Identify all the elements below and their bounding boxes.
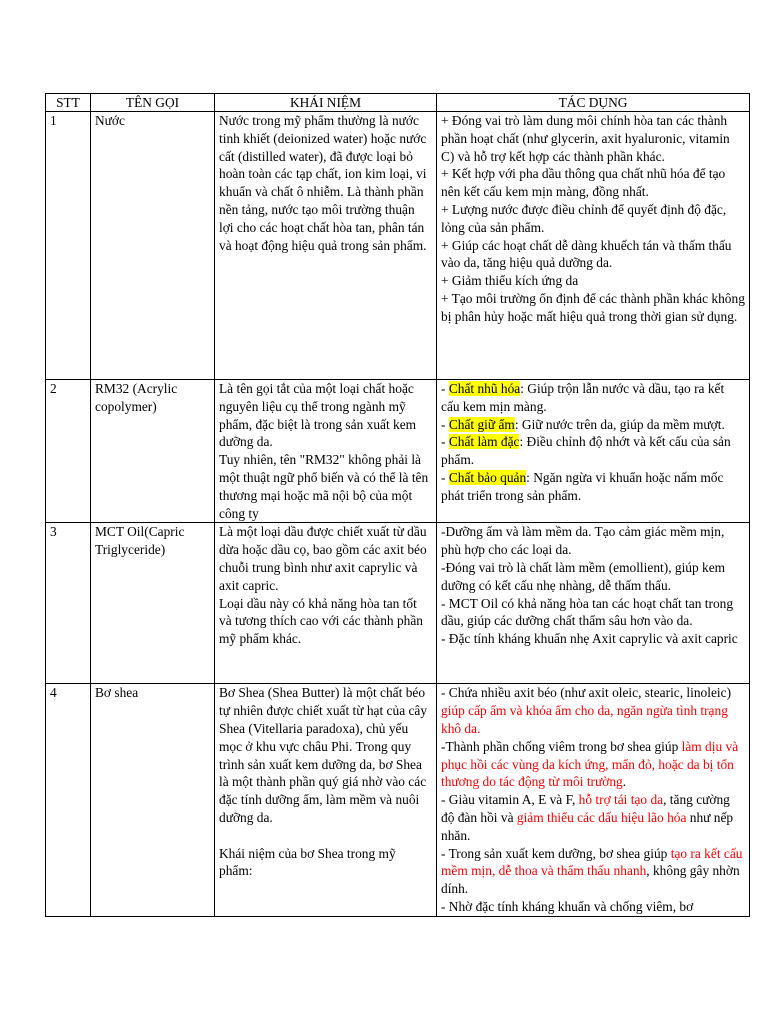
cell-stt: 3 [46,523,91,684]
cell-effects [437,112,750,380]
effect-line: - Chất giữ ẩm: Giữ nước trên da, giúp da mềm mượt. [441,416,725,432]
effect-line: -Thành phần chống viêm trong bơ shea giúp làm dịu và phục hồi các vùng da kích ứng, mẩn đỏ, hoặc da bị tổn thương do tác động từ môi trường. [441,738,739,790]
paragraph-gap [219,827,432,845]
concept-paragraph: Là tên gọi tắt của một loại chất hoặc nguyên liệu cụ thể trong ngành mỹ phẩm, đặc biệt là trong sản xuất kem dưỡng da. [219,381,417,450]
concept-paragraph: Bơ Shea (Shea Butter) là một chất béo tự nhiên được chiết xuất từ hạt của cây Shea (Vitellaria paradoxa), chủ yếu mọc ở khu vực châu Phi. Trong quy trình sản xuất kem dưỡng da, bơ Shea là một thành phần quý giá nhờ vào các đặc tính dưỡng ẩm, làm mềm và nuôi dưỡng da. [219,685,428,825]
ingredient-table [45,93,750,917]
table-row [46,112,750,380]
effect-line: + Giảm thiểu kích ứng da [441,273,579,289]
cell-stt: 1 [46,112,91,380]
highlight-term: Chất nhũ hóa [448,381,521,396]
cell-concept [215,380,437,523]
effect-line: - Giàu vitamin A, E và F, hỗ trợ tái tạo da, tăng cường độ đàn hồi và giảm thiểu các dấu hiệu lão hóa như nếp nhăn. [441,792,734,843]
effect-line: + Đóng vai trò làm dung môi chính hòa tan các thành phần hoạt chất (như glycerin, axit hyaluronic, vitamin C) và hỗ trợ kết hợp các thành phần khác. [441,113,730,164]
effect-line: - Trong sản xuất kem dưỡng, bơ shea giúp tạo ra kết cấu mềm mịn, dễ thoa và thẩm thấu nhanh, không gây nhờn dính. [441,845,743,897]
table-row [46,523,750,684]
effect-line: - Chứa nhiều axit béo (như axit oleic, stearic, linoleic) giúp cấp ẩm và khóa ẩm cho da, ngăn ngừa tình trạng khô da. [441,685,732,736]
effect-line: -Dưỡng ẩm và làm mềm da. Tạo cảm giác mềm mịn, phù hợp cho các loại da. [441,524,725,558]
highlight-term: Chất bảo quản [448,469,527,485]
concept-paragraph: Nước trong mỹ phẩm thường là nước tinh khiết (deionized water) hoặc nước cất (distilled water), đã được loại bỏ hoàn toàn các tạp chất, ion kim loại, vi khuẩn và chất ô nhiễm. Là thành phần nền tảng, nước tạo môi trường thuận lợi cho các hoạt chất hòa tan, phân tán và hoạt động hiệu quả trong sản phẩm. [219,113,427,253]
effect-line: - MCT Oil có khả năng hòa tan các hoạt chất tan trong dầu, giúp các dưỡng chất thẩm sâu hơn vào da. [441,595,734,629]
effect-line: - Chất làm đặc: Điều chỉnh độ nhớt và kết cấu của sản phẩm. [441,434,731,468]
concept-paragraph: Tuy nhiên, tên "RM32" không phải là một thuật ngữ phổ biến và có thể là tên thương mại hoặc mã nội bộ của một công ty [219,452,429,521]
cell-effects [437,523,750,684]
effect-line: + Giúp các hoạt chất dễ dàng khuếch tán và thấm thấu vào da, tăng hiệu quả dưỡng da. [441,237,732,271]
effect-line: + Tạo môi trường ổn định để các thành phần khác không bị phân hủy hoặc mất hiệu quả trong thời gian sử dụng. [441,290,745,324]
effect-line: - Đặc tính kháng khuẩn nhẹ Axit caprylic và axit capric [441,631,738,647]
effect-line: - Chất nhũ hóa: Giúp trộn lẫn nước và dầu, tạo ra kết cấu kem mịn màng. [441,381,725,414]
header-name: TÊN GỌI [91,94,215,112]
table-row [46,684,750,917]
cell-name: MCT Oil(Capric Triglyceride) [91,523,215,684]
cell-concept [215,523,437,684]
cell-effects [437,684,750,917]
cell-name: Nước [91,112,215,380]
table-row [46,380,750,523]
cell-stt: 2 [46,380,91,523]
red-text: giảm thiểu các dấu hiệu lão hóa [516,809,687,825]
red-text: làm dịu và phục hồi các vùng da kích ứng, mẩn đỏ, hoặc da bị tổn thương do tác động từ môi trường [441,738,739,790]
effect-line: - Nhờ đặc tính kháng khuẩn và chống viêm, bơ [441,898,694,914]
effect-line: + Kết hợp với pha dầu thông qua chất nhũ hóa để tạo nên kết cấu kem mịn màng, đồng nhất. [441,166,726,200]
cell-name: Bơ shea [91,684,215,917]
cell-name: RM32 (Acrylic copolymer) [91,380,215,523]
red-text: tạo ra kết cấu mềm mịn, dễ thoa và thẩm thấu nhanh [441,845,743,879]
cell-effects [437,380,750,523]
effect-line: -Đóng vai trò là chất làm mềm (emollient), giúp kem dưỡng có kết cấu nhẹ nhàng, dễ thấm thấu. [441,559,726,593]
cell-concept [215,684,437,917]
table-header-row [46,94,750,112]
red-text: giúp cấp ẩm và khóa ẩm cho da, ngăn ngừa tình trạng khô da. [441,703,728,736]
highlight-term: Chất làm đặc [448,434,520,450]
header-stt: STT [46,94,91,112]
effect-line: - Chất bảo quản: Ngăn ngừa vi khuẩn hoặc nấm mốc phát triển trong sản phẩm. [441,469,724,503]
concept-paragraph: Loại dầu này có khả năng hòa tan tốt và tương thích cao với các thành phần mỹ phẩm khác. [219,595,423,647]
highlight-term: Chất giữ ẩm [448,416,515,432]
header-effects: TÁC DỤNG [437,94,750,112]
header-concept: KHÁI NIỆM [215,94,437,112]
concept-paragraph: Là một loại dầu được chiết xuất từ dầu dừa hoặc dầu cọ, bao gồm các axit béo chuỗi trung bình như axit caprylic và axit capric. [219,524,427,593]
red-text: hỗ trợ tái tạo da [578,792,664,808]
concept-paragraph: Khái niệm của bơ Shea trong mỹ phẩm: [219,845,396,879]
effect-line: + Lượng nước được điều chỉnh để quyết định độ đặc, lỏng của sản phẩm. [441,201,727,235]
cell-concept [215,112,437,380]
cell-stt: 4 [46,684,91,917]
